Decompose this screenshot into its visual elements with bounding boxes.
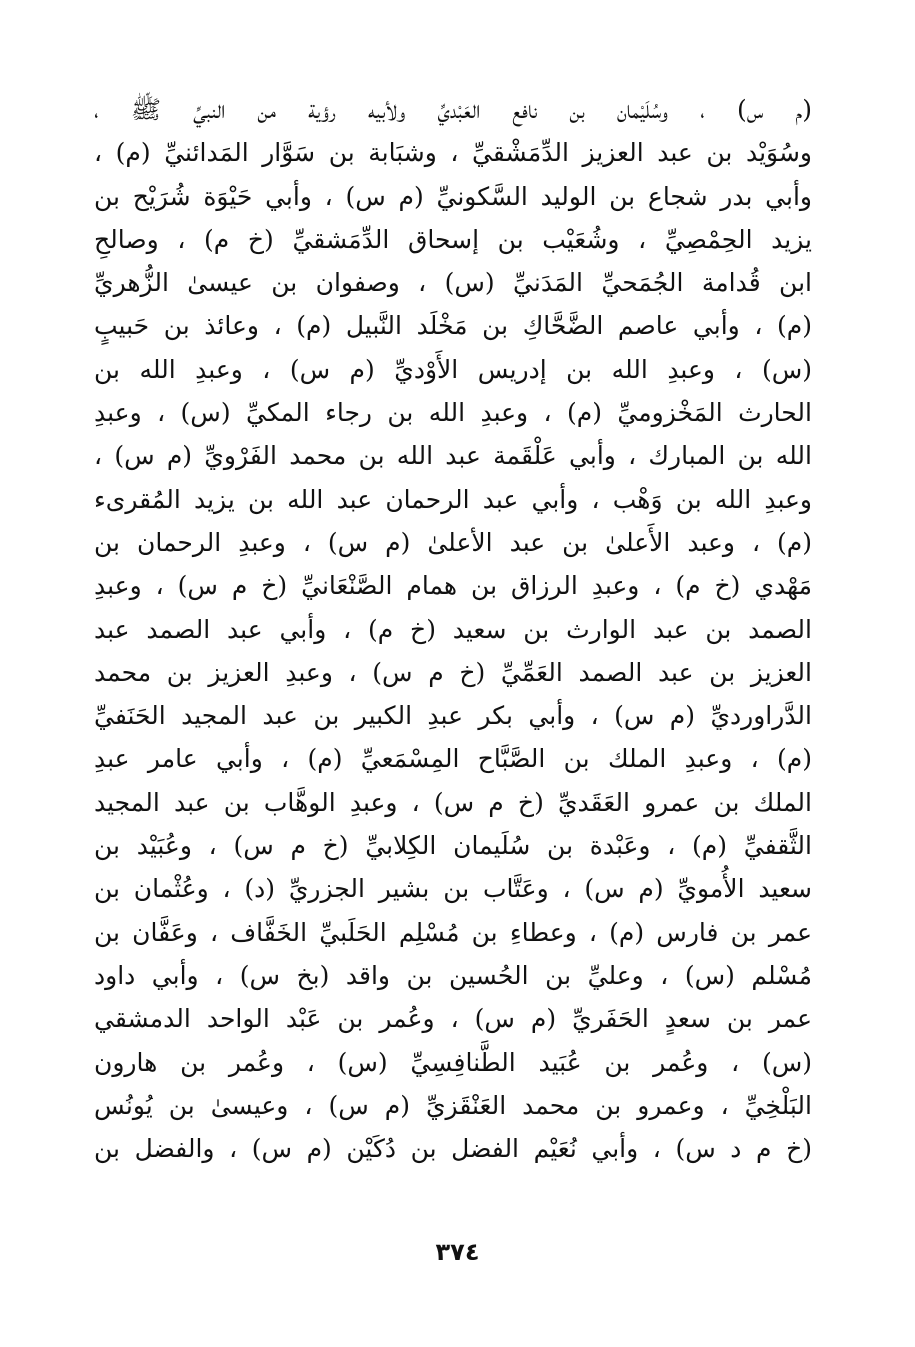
text-line: البَلْخِيِّ ، وعمرو بن محمد العَنْقَزيِّ (م س) ، وعيسىٰ بن يُونُس [94,1090,812,1120]
body-text [94,88,812,1170]
text-line: العزيز بن عبد الصمد العَمِّيِّ (خ م س) ، وعبدِ العزيز بن محمد [94,657,812,687]
text-line: عمر بن فارس (م) ، وعطاءِ بن مُسْلِم الحَلَبيِّ الخَفَّاف ، وعَفَّان بن [94,917,812,947]
text-line: وعبدِ الله بن وَهْب ، وأبي عبد الرحمان عبد الله بن يزيد المُقرىء [94,484,812,514]
text-line: (م س) ، وسُلَيْمان بن نافع العَبْديِّ ولأبيه رؤية من النبيِّ ﷺ ، [94,95,812,124]
text-line: الحارث المَخْزوميِّ (م) ، وعبدِ الله بن رجاء المكيِّ (س) ، وعبدِ [94,398,812,428]
text-line: (م) ، وعبد الأَعلىٰ بن عبد الأعلىٰ (م س) ، وعبدِ الرحمان بن [94,527,812,557]
text-line: الثَّقفيِّ (م) ، وعَبْدة بن سُلَيمان الكِلابيِّ (خ م س) ، وعُبَيْد بن [94,831,812,861]
text-line: الملك بن عمرو العَقَديِّ (خ م س) ، وعبدِ الوهَّاب بن عبد المجيد [94,787,812,817]
text-line: عمر بن سعدٍ الحَفَريِّ (م س) ، وعُمر بن عَبْد الواحد الدمشقي [94,1004,812,1034]
text-line: (م) ، وأبي عاصم الضَّحَّاكِ بن مَخْلَد النَّبيل (م) ، وعائذ بن حَبيبٍ [94,311,812,341]
text-line: (س) ، وعُمر بن عُبَيد الطَّنافِسِيِّ (س) ، وعُمر بن هارون [94,1047,812,1077]
text-line: مَهْدي (خ م) ، وعبدِ الرزاق بن همام الصَّنْعَانيِّ (خ م س) ، وعبدِ [94,571,812,601]
text-line: الدَّراورديِّ (م س) ، وأبي بكر عبدِ الكبير بن عبد المجيد الحَنَفيِّ [94,701,812,731]
text-line: الصمد بن عبد الوارث بن سعيد (خ م) ، وأبي عبد الصمد عبد [94,614,812,644]
text-line: وأبي بدر شجاع بن الوليد السَّكونيِّ (م س) ، وأبي حَيْوَة شُرَيْح بن [94,181,812,211]
text-line: الله بن المبارك ، وأبي عَلْقَمة عبد الله بن محمد الفَرْويِّ (م س) ، [94,441,812,471]
text-line: وسُوَيْد بن عبد العزيز الدِّمَشْقيِّ ، وشبَابة بن سَوَّار المَدائنيِّ (م) ، [94,138,812,168]
page-number: ٣٧٤ [435,1238,480,1266]
text-line: مُسْلم (س) ، وعليِّ بن الحُسين بن واقد (بخ س) ، وأبي داود [94,960,812,990]
text-line: يزيد الحِمْصِيِّ ، وشُعَيْب بن إسحاق الدِّمَشقيِّ (خ م) ، وصالحِ [94,224,812,254]
text-line: (خ م د س) ، وأبي نُعَيْم الفضل بن دُكَيْن (م س) ، والفضل بن [94,1134,812,1164]
text-line: سعيد الأُمويِّ (م س) ، وعَتَّاب بن بشير الجزريِّ (د) ، وعُثْمان بن [94,874,812,904]
text-line: ابن قُدامة الجُمَحيِّ المَدَنيِّ (س) ، وصفوان بن عيسىٰ الزُّهريِّ [94,268,812,298]
text-line: (م) ، وعبدِ الملك بن الصَّبَّاح المِسْمَعيِّ (م) ، وأبي عامر عبدِ [94,744,812,774]
text-line: (س) ، وعبدِ الله بن إدريس الأَوْديِّ (م س) ، وعبدِ الله بن [94,354,812,384]
